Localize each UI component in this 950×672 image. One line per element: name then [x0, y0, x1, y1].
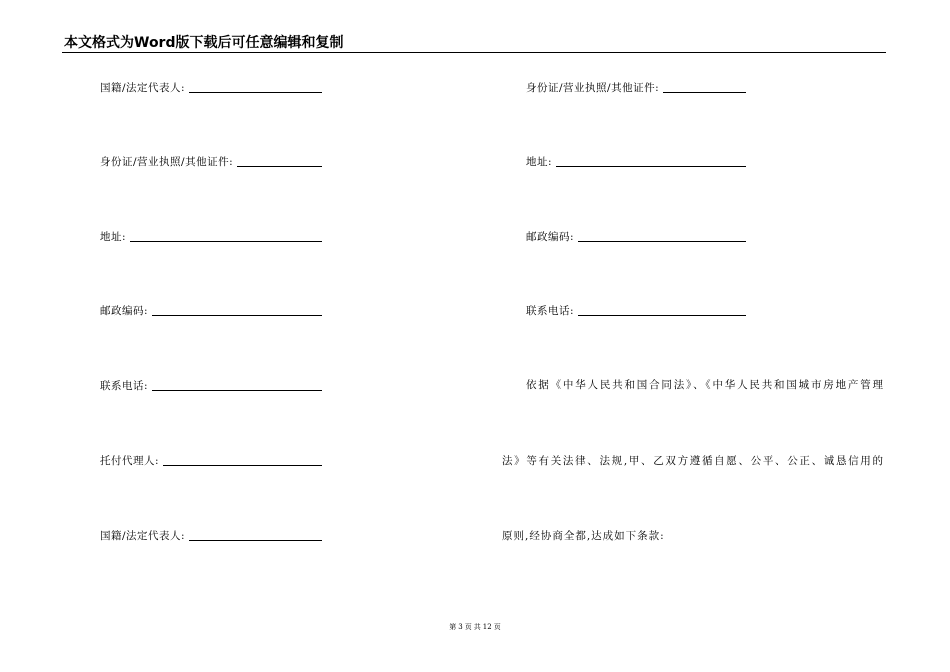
footer-prefix: 第	[449, 623, 457, 631]
footer-total-unit: 页	[493, 623, 501, 631]
field-label: 身份证/营业执照/其他证件:	[100, 156, 234, 168]
blank-line	[578, 229, 746, 242]
footer-middle: 共	[473, 623, 481, 631]
blank-line	[663, 80, 746, 93]
field-label: 国籍/法定代表人:	[100, 82, 186, 94]
left-field-id-document	[100, 153, 322, 169]
right-field-postal-code	[526, 228, 746, 244]
blank-line	[237, 154, 322, 167]
right-field-phone	[526, 302, 746, 318]
field-label: 地址:	[526, 156, 553, 168]
left-field-postal-code	[100, 302, 322, 318]
blank-line	[556, 154, 746, 167]
document-title: 本文格式为Word版下载后可任意编辑和复制	[64, 35, 344, 51]
blank-line	[189, 80, 322, 93]
left-field-agent	[100, 452, 322, 468]
field-label: 身份证/营业执照/其他证件:	[526, 82, 660, 94]
field-label: 邮政编码:	[100, 305, 149, 317]
left-field-address	[100, 228, 322, 244]
paragraph-line-3: 原则,经协商全都,达成如下条款:	[502, 530, 665, 542]
current-page: 3	[458, 623, 463, 631]
blank-line	[152, 378, 322, 391]
left-field-nationality	[100, 79, 322, 95]
field-label: 托付代理人:	[100, 455, 160, 467]
blank-line	[130, 229, 322, 242]
footer-page-unit: 页	[464, 623, 472, 631]
page-number-footer	[0, 622, 950, 632]
blank-line	[189, 528, 322, 541]
blank-line	[578, 303, 746, 316]
field-label: 地址:	[100, 231, 127, 243]
right-field-address	[526, 153, 746, 169]
right-field-id-document	[526, 79, 746, 95]
blank-line	[163, 453, 322, 466]
field-label: 邮政编码:	[526, 231, 575, 243]
left-field-phone	[100, 377, 322, 393]
total-pages: 12	[482, 623, 492, 631]
blank-line	[152, 303, 322, 316]
header-divider	[62, 52, 886, 53]
field-label: 国籍/法定代表人:	[100, 530, 186, 542]
field-label: 联系电话:	[100, 380, 149, 392]
left-field-nationality-2	[100, 527, 322, 543]
field-label: 联系电话:	[526, 305, 575, 317]
paragraph-line-2: 法》等有关法律、法规,甲、乙双方遵循自愿、公平、公正、诚恳信用的	[502, 455, 884, 467]
paragraph-line-1: 依据《中华人民共和国合同法》、《中华人民共和国城市房地产管理	[526, 379, 884, 391]
